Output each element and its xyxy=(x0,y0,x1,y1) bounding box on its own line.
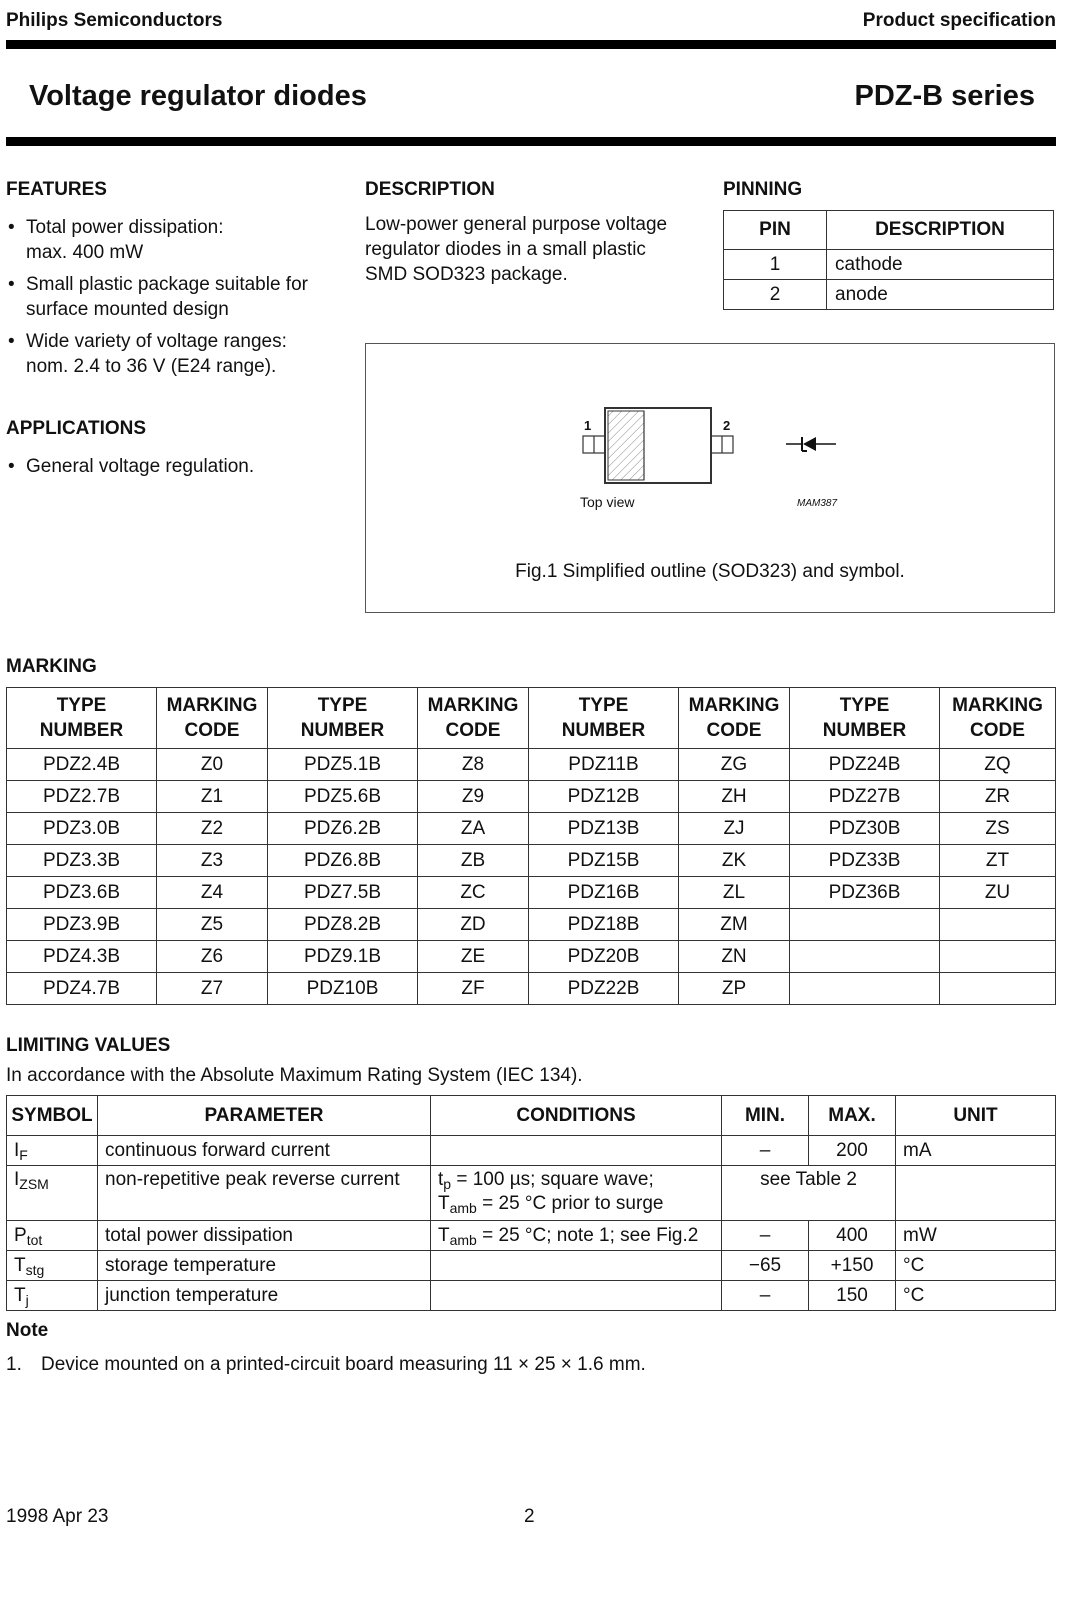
table-header-row xyxy=(7,1096,1056,1136)
column-header-type: TYPE NUMBER xyxy=(790,688,940,749)
table-row: PDZ3.0B Z2 PDZ6.2B ZA PDZ13B ZJ PDZ30B ZS xyxy=(7,813,1056,845)
series-title: PDZ-B series xyxy=(854,80,1035,112)
table-row xyxy=(7,1221,1056,1251)
features-heading: FEATURES xyxy=(6,179,107,200)
table-row: PDZ3.9B Z5 PDZ8.2B ZD PDZ18B ZM xyxy=(7,909,1056,941)
column-header: MIN. xyxy=(722,1096,809,1136)
table-row: PDZ4.3B Z6 PDZ9.1B ZE PDZ20B ZN xyxy=(7,941,1056,973)
feature-item: • Total power dissipation: max. 400 mW xyxy=(6,215,346,265)
top-view-label: Top view xyxy=(580,494,635,510)
pin-description: cathode xyxy=(827,250,1054,280)
note-heading: Note xyxy=(6,1320,49,1341)
note-text: Device mounted on a printed-circuit board measuring 11 × 25 × 1.6 mm. xyxy=(41,1354,646,1375)
column-header: PARAMETER xyxy=(98,1096,431,1136)
column-header-code: MARKING CODE xyxy=(418,688,529,749)
pin-number: 2 xyxy=(724,280,827,310)
symbol: $T_j$ xyxy=(7,1281,98,1311)
column-header: PIN xyxy=(724,211,827,250)
feature-item: • Wide variety of voltage ranges: nom. 2.4 to 36 V (E24 range). xyxy=(6,329,346,379)
description-text: Low-power general purpose voltage regulator diodes in a small plastic SMD SOD323 package. xyxy=(365,214,668,285)
drawing-code: MAM387 xyxy=(797,498,838,509)
symbol: $P_{tot}$ xyxy=(7,1221,98,1251)
column-header-type: TYPE NUMBER xyxy=(268,688,418,749)
pinning-table xyxy=(723,210,1054,310)
table-row xyxy=(724,280,1054,310)
table-row: PDZ2.4B Z0 PDZ5.1B Z8 PDZ11B ZG PDZ24B ZQ xyxy=(7,749,1056,781)
page-title: Voltage regulator diodes xyxy=(29,80,367,112)
pinning-heading: PINNING xyxy=(723,179,803,200)
table-row xyxy=(7,1136,1056,1166)
table-row xyxy=(7,1281,1056,1311)
min-value: – xyxy=(722,1136,809,1166)
title-rule xyxy=(6,137,1056,146)
figure-caption: Fig.1 Simplified outline (SOD323) and symbol. xyxy=(515,561,905,582)
applications-list xyxy=(6,454,346,486)
svg-text:2: 2 xyxy=(723,418,731,433)
unit: °C xyxy=(896,1281,1056,1311)
applications-heading: APPLICATIONS xyxy=(6,418,147,439)
application-item: • General voltage regulation. xyxy=(6,454,346,479)
marking-heading: MARKING xyxy=(6,656,97,677)
pin-number: 1 xyxy=(724,250,827,280)
table-row xyxy=(7,1251,1056,1281)
min-value: – xyxy=(722,1221,809,1251)
page-number: 2 xyxy=(524,1506,535,1527)
limiting-values-table xyxy=(6,1095,1056,1311)
max-value: 200 xyxy=(809,1136,896,1166)
table-row xyxy=(724,250,1054,280)
unit: mA xyxy=(896,1136,1056,1166)
symbol: $T_{stg}$ xyxy=(7,1251,98,1281)
footer-date: 1998 Apr 23 xyxy=(6,1506,109,1527)
parameter: storage temperature xyxy=(98,1251,431,1281)
header-rule xyxy=(6,40,1056,49)
table-row: PDZ2.7B Z1 PDZ5.6B Z9 PDZ12B ZH PDZ27B ZR xyxy=(7,781,1056,813)
max-value: 150 xyxy=(809,1281,896,1311)
max-value: +150 xyxy=(809,1251,896,1281)
min-value: −65 xyxy=(722,1251,809,1281)
conditions: $t_p = 100$ µs; square wave; $T_{amb} = 25$ °C prior to surge xyxy=(431,1166,722,1221)
table-row xyxy=(7,1166,1056,1221)
unit: °C xyxy=(896,1251,1056,1281)
features-list xyxy=(6,215,346,386)
table-row: PDZ4.7B Z7 PDZ10B ZF PDZ22B ZP xyxy=(7,973,1056,1005)
pin-description: anode xyxy=(827,280,1054,310)
column-header-code: MARKING CODE xyxy=(940,688,1056,749)
unit xyxy=(896,1166,1056,1221)
document-type: Product specification xyxy=(862,10,1056,31)
marking-table xyxy=(6,687,1056,1005)
limiting-values-intro: In accordance with the Absolute Maximum Rating System (IEC 134). xyxy=(6,1065,583,1086)
column-header: SYMBOL xyxy=(7,1096,98,1136)
column-header-code: MARKING CODE xyxy=(157,688,268,749)
min-value: – xyxy=(722,1281,809,1311)
column-header: DESCRIPTION xyxy=(827,211,1054,250)
conditions: $T_{amb} = 25$ °C; note 1; see Fig.2 xyxy=(431,1221,722,1251)
parameter: continuous forward current xyxy=(98,1136,431,1166)
table-row: PDZ3.6B Z4 PDZ7.5B ZC PDZ16B ZL PDZ36B ZU xyxy=(7,877,1056,909)
unit: mW xyxy=(896,1221,1056,1251)
sod323-outline-icon xyxy=(366,344,1054,544)
column-header-code: MARKING CODE xyxy=(679,688,790,749)
feature-item: • Small plastic package suitable for surface mounted design xyxy=(6,272,346,322)
symbol: $I_F$ xyxy=(7,1136,98,1166)
column-header-type: TYPE NUMBER xyxy=(529,688,679,749)
svg-text:1: 1 xyxy=(584,418,592,433)
max-value: 400 xyxy=(809,1221,896,1251)
column-header-type: TYPE NUMBER xyxy=(7,688,157,749)
column-header: UNIT xyxy=(896,1096,1056,1136)
column-header: CONDITIONS xyxy=(431,1096,722,1136)
conditions xyxy=(431,1251,722,1281)
parameter: non-repetitive peak reverse current xyxy=(98,1166,431,1221)
symbol: $I_{ZSM}$ xyxy=(7,1166,98,1221)
limiting-values-heading: LIMITING VALUES xyxy=(6,1035,171,1056)
figure-box xyxy=(365,343,1055,613)
min-max-value: see Table 2 xyxy=(722,1166,896,1221)
parameter: total power dissipation xyxy=(98,1221,431,1251)
table-header-row xyxy=(7,688,1056,749)
company-name: Philips Semiconductors xyxy=(6,10,223,31)
note-number: 1. xyxy=(6,1354,22,1375)
parameter: junction temperature xyxy=(98,1281,431,1311)
table-header-row xyxy=(724,211,1054,250)
zener-diode-symbol-icon xyxy=(786,437,836,451)
description-heading: DESCRIPTION xyxy=(365,179,495,200)
conditions xyxy=(431,1281,722,1311)
column-header: MAX. xyxy=(809,1096,896,1136)
table-row: PDZ3.3B Z3 PDZ6.8B ZB PDZ15B ZK PDZ33B ZT xyxy=(7,845,1056,877)
conditions xyxy=(431,1136,722,1166)
